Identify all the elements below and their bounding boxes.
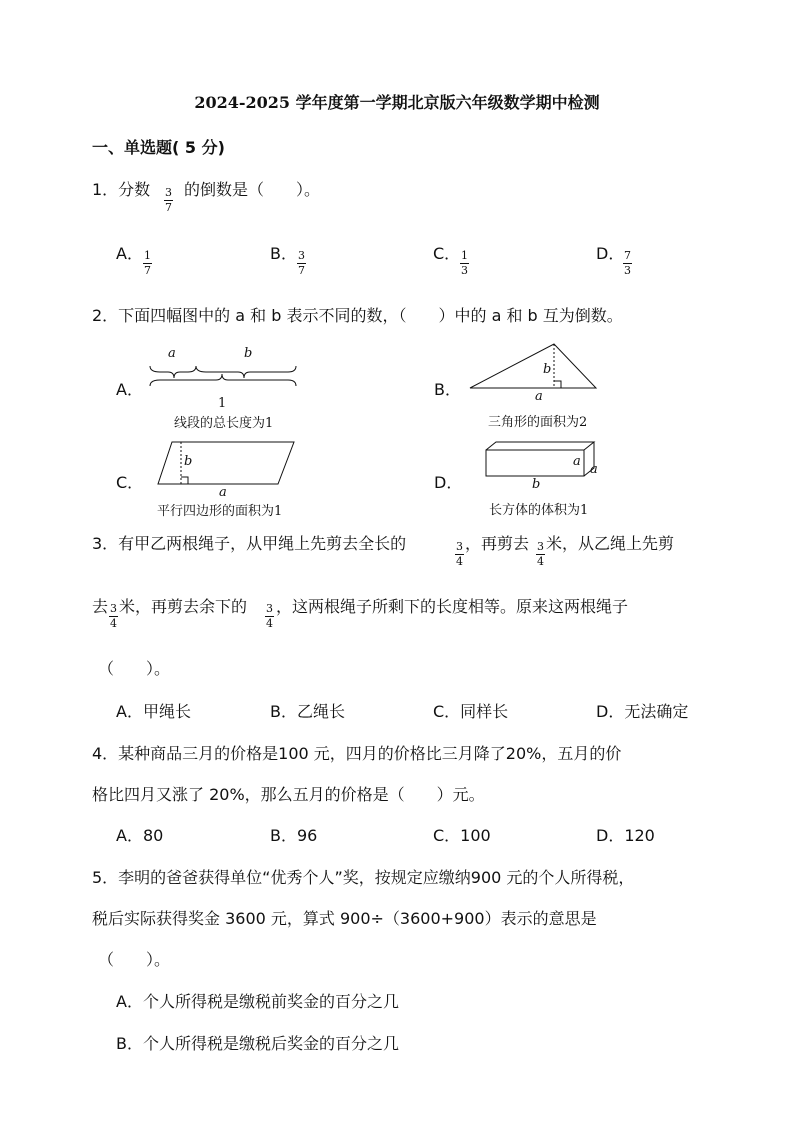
q1-stem-start: 1．分数	[92, 180, 151, 199]
q3-line2-start: 去	[92, 597, 109, 616]
q4-option-b[interactable]: B．96	[270, 826, 318, 845]
fraction-denominator: 7	[298, 264, 305, 277]
fraction-denominator: 4	[266, 617, 273, 630]
fraction-numerator: 3	[266, 602, 273, 615]
option-label: D．	[596, 244, 625, 263]
q3-line1-start: 3．有甲乙两根绳子，从甲绳上先剪去全长的	[92, 534, 407, 553]
var-a-label: a	[535, 389, 543, 404]
cuboid-diagram	[484, 440, 604, 480]
var-a-height-label: a	[573, 454, 581, 469]
q3-line2-mid: 米，再剪去余下的	[119, 597, 248, 616]
q3-fraction	[455, 541, 464, 568]
fraction-numerator: 3	[298, 249, 305, 262]
q2-option-a-caption: 线段的总长度为1	[174, 416, 274, 431]
option-label: A．	[116, 244, 143, 263]
q2-option-c-caption: 平行四边形的面积为1	[157, 504, 283, 519]
fraction-numerator: 3	[110, 602, 117, 615]
fraction-numerator: 3	[165, 186, 172, 199]
q1-fraction	[164, 187, 173, 214]
q3-line2-end: ，这两根绳子所剩下的长度相等。原来这两根绳子	[276, 597, 629, 616]
q3-fraction	[265, 603, 274, 630]
q2-stem: 2．下面四幅图中的 a 和 b 表示不同的数，（ ）中的 a 和 b 互为倒数。	[92, 306, 623, 325]
page-title: 2024-2025 学年度第一学期北京版六年级数学期中检测	[194, 93, 600, 112]
var-b-label: b	[543, 362, 552, 377]
option-label: C．	[433, 244, 461, 263]
q1-option-a[interactable]	[116, 241, 143, 264]
q1-option-d-fraction	[623, 250, 632, 277]
q3-line3: （ ）。	[98, 659, 171, 678]
q2-option-b[interactable]: B．	[434, 380, 461, 399]
var-a-label: a	[168, 346, 176, 361]
total-length-label: 1	[218, 396, 227, 411]
var-b-label: b	[244, 346, 253, 361]
section-heading: 一、单选题( 5 分)	[92, 138, 225, 157]
q3-option-c[interactable]: C．同样长	[433, 702, 509, 721]
fraction-numerator: 3	[537, 540, 544, 553]
fraction-numerator: 1	[144, 249, 151, 262]
fraction-denominator: 3	[461, 264, 468, 277]
q3-fraction	[109, 603, 118, 630]
q5-line1: 5．李明的爸爸获得单位“优秀个人”奖，按规定应缴纳900 元的个人所得税，	[92, 868, 635, 887]
q1-option-b[interactable]	[270, 241, 297, 264]
q2-option-d[interactable]: D．	[434, 473, 463, 492]
segment-diagram	[146, 360, 306, 400]
q4-option-c[interactable]: C．100	[433, 826, 491, 845]
q4-line1: 4．某种商品三月的价格是100 元，四月的价格比三月降了20%，五月的价	[92, 744, 622, 763]
q3-line1-mid: ，再剪去	[465, 534, 530, 553]
q3-line1-end: 米，从乙绳上先剪	[546, 534, 675, 553]
q1-option-c-fraction	[460, 250, 469, 277]
option-label: B．	[270, 244, 297, 263]
var-a-depth-label: a	[590, 462, 598, 477]
q5-line3: （ ）。	[98, 950, 171, 969]
q1-option-c[interactable]	[433, 241, 460, 264]
q3-fraction	[536, 541, 545, 568]
fraction-denominator: 7	[144, 264, 151, 277]
q1-option-d[interactable]	[596, 241, 624, 264]
fraction-denominator: 7	[165, 201, 172, 214]
q1-option-a-fraction	[143, 250, 152, 277]
q5-option-b[interactable]: B．个人所得税是缴税后奖金的百分之几	[116, 1034, 399, 1053]
fraction-denominator: 4	[110, 617, 117, 630]
parallelogram-diagram	[156, 440, 296, 486]
q5-option-a[interactable]: A．个人所得税是缴税前奖金的百分之几	[116, 992, 399, 1011]
fraction-denominator: 4	[537, 555, 544, 568]
q5-line2: 税后实际获得奖金 3600 元，算式 900÷（3600+900）表示的意思是	[92, 909, 597, 928]
q2-option-c[interactable]: C．	[116, 473, 144, 492]
fraction-denominator: 3	[624, 264, 631, 277]
var-a-label: a	[219, 485, 227, 500]
var-b-label: b	[532, 477, 541, 492]
fraction-numerator: 7	[624, 249, 631, 262]
q2-option-b-caption: 三角形的面积为2	[488, 415, 588, 430]
q3-option-d[interactable]: D．无法确定	[596, 702, 689, 721]
q3-option-b[interactable]: B．乙绳长	[270, 702, 345, 721]
q2-option-a[interactable]: A．	[116, 380, 143, 399]
fraction-numerator: 1	[461, 249, 468, 262]
q4-option-d[interactable]: D．120	[596, 826, 655, 845]
q3-option-a[interactable]: A．甲绳长	[116, 702, 191, 721]
q4-line2: 格比四月又涨了 20%，那么五月的价格是（ ）元。	[92, 785, 485, 804]
fraction-denominator: 4	[456, 555, 463, 568]
fraction-numerator: 3	[456, 540, 463, 553]
triangle-diagram	[468, 342, 598, 390]
q4-option-a[interactable]: A．80	[116, 826, 164, 845]
q1-option-b-fraction	[297, 250, 306, 277]
q1-stem-end: 的倒数是（ ）。	[184, 180, 321, 199]
var-b-label: b	[184, 454, 193, 469]
q2-option-d-caption: 长方体的体积为1	[489, 503, 589, 518]
